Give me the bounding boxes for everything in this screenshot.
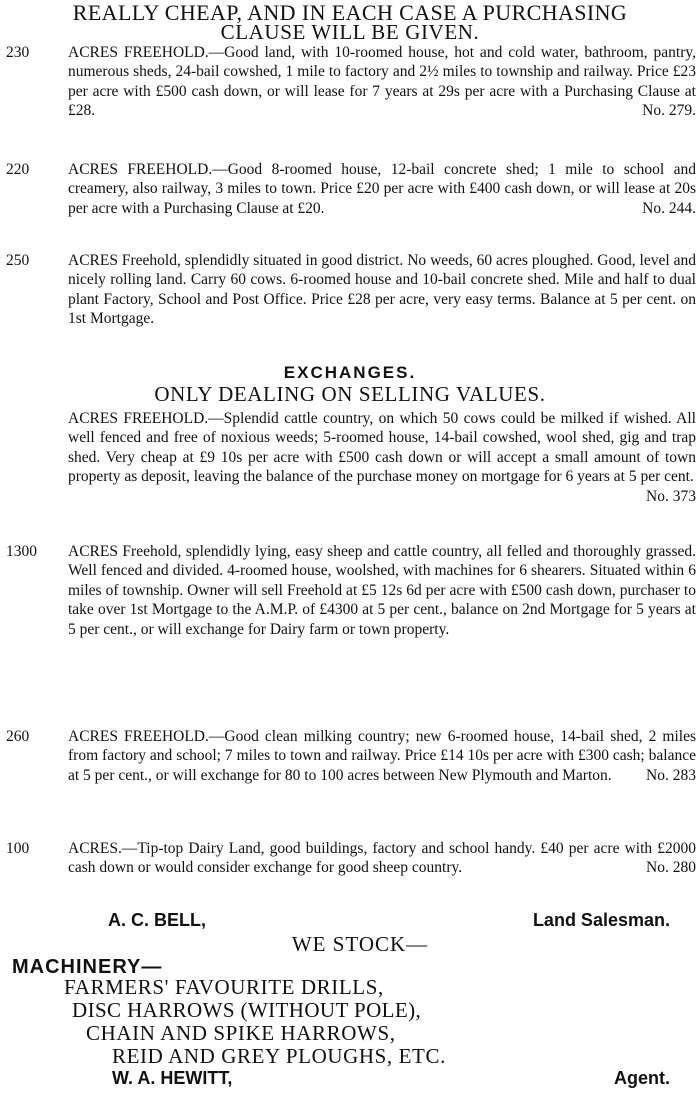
stock-item-drills: FARMERS' FAVOURITE DRILLS, bbox=[64, 975, 384, 999]
listing-acres: 220 bbox=[6, 161, 30, 178]
listing-220 bbox=[6, 160, 696, 218]
agent-name: W. A. HEWITT, bbox=[112, 1068, 233, 1088]
listing-text: ACRES.—Tip-top Dairy Land, good buildings, factory and school handy. £40 per acre with £2000 cash down or would consider exchange for good sheep country. bbox=[68, 840, 696, 877]
listing-acres: 230 bbox=[6, 44, 30, 61]
listing-ref: No. 244. bbox=[642, 199, 696, 217]
listing-text: ACRES Freehold, splendidly lying, easy sheep and cattle country, all felled and thoroughly grassed. Well fenced and divided. 4-roomed house, woolshed, with machines for 6 shearers. Situated within 6 miles of township. Owner will sell Freehold at £5 12s 6d per acre with £500 cash down, purchaser to take over 1st Mortgage to the A.M.P. of £4300 at 5 per cent., balance on 2nd Mortgage for 5 years at 5 per cent., or will exchange for Dairy farm or town property. bbox=[68, 543, 696, 638]
listing-1300 bbox=[6, 542, 696, 639]
stock-item-chain-harrows: CHAIN AND SPIKE HARROWS, bbox=[86, 1021, 396, 1045]
listing-freehold-cattle bbox=[6, 409, 696, 506]
listing-260 bbox=[6, 727, 696, 785]
listing-230 bbox=[6, 43, 696, 121]
salesman-role: Land Salesman. bbox=[532, 910, 670, 930]
header-line-2: CLAUSE WILL BE GIVEN. bbox=[220, 20, 480, 44]
listing-text: ACRES FREEHOLD.—Good 8-roomed house, 12-bail concrete shed; 1 mile to school and creamery, also railway, 3 miles to town. Price £20 per acre with £400 cash down, or will lease at 20s per acre with a Purchasing Clause at £20. bbox=[68, 161, 696, 217]
listing-ref: No. 373 bbox=[646, 487, 696, 505]
listing-text: ACRES Freehold, splendidly situated in good district. No weeds, 60 acres ploughed. Good, level and nicely rolling land. Carry 60 cows. 6-roomed house and 10-bail concrete shed. Mile and half to dual plant Factory, School and Post Office. Price £28 per acre, very easy terms. Balance at 5 per cent. on 1st Mortgage. bbox=[68, 252, 696, 328]
listing-acres: 1300 bbox=[6, 543, 37, 560]
stock-item-ploughs: REID AND GREY PLOUGHS, ETC. bbox=[112, 1044, 446, 1068]
listing-acres: 250 bbox=[6, 252, 30, 269]
listing-text: ACRES FREEHOLD.—Splendid cattle country, on which 50 cows could be milked if wished. All well fenced and free of noxious weeds; 5-roomed house, 14-bail cowshed, wool shed, gig and trap shed. Very cheap at £9 10s per acre with £500 cash down or will accept a small amount of town property as deposit, leaving the balance of the purchase money on mortgage for 6 years at 5 per cent. bbox=[68, 410, 696, 486]
listing-acres: 260 bbox=[6, 728, 30, 745]
we-stock-heading: WE STOCK— bbox=[291, 932, 429, 956]
header-line-1: REALLY CHEAP, AND IN EACH CASE A PURCHASING bbox=[72, 0, 628, 25]
listing-ref: No. 279. bbox=[642, 102, 696, 120]
agent-role: Agent. bbox=[614, 1068, 670, 1088]
machinery-heading: MACHINERY— bbox=[12, 956, 163, 978]
listing-text: ACRES FREEHOLD.—Good land, with 10-roomed house, hot and cold water, bathroom, pantry, numerous sheds, 24-bail cowshed, 1 mile to factory and 2½ miles to township and railway. Price £23 per acre with £500 cash down, or will lease for 7 years at 29s per acre with a Purchasing Clause at £28. bbox=[68, 44, 696, 120]
exchanges-subtitle: ONLY DEALING ON SELLING VALUES. bbox=[154, 382, 546, 406]
listing-100 bbox=[6, 839, 696, 878]
listing-acres: 100 bbox=[6, 840, 30, 857]
listing-250 bbox=[6, 251, 696, 329]
listing-text: ACRES FREEHOLD.—Good clean milking country; new 6-roomed house, 14-bail shed, 2 miles from factory and school; 7 miles to town and railway. Price £14 10s per acre with £300 cash; balance at 5 per cent., or will exchange for 80 to 100 acres between New Plymouth and Marton. bbox=[68, 728, 696, 784]
salesman-name: A. C. BELL, bbox=[108, 910, 206, 930]
stock-item-disc-harrows: DISC HARROWS (WITHOUT POLE), bbox=[72, 998, 422, 1022]
listing-ref: No. 280 bbox=[646, 859, 696, 877]
exchanges-title: EXCHANGES. bbox=[283, 363, 417, 382]
listing-ref: No. 283 bbox=[646, 766, 696, 784]
